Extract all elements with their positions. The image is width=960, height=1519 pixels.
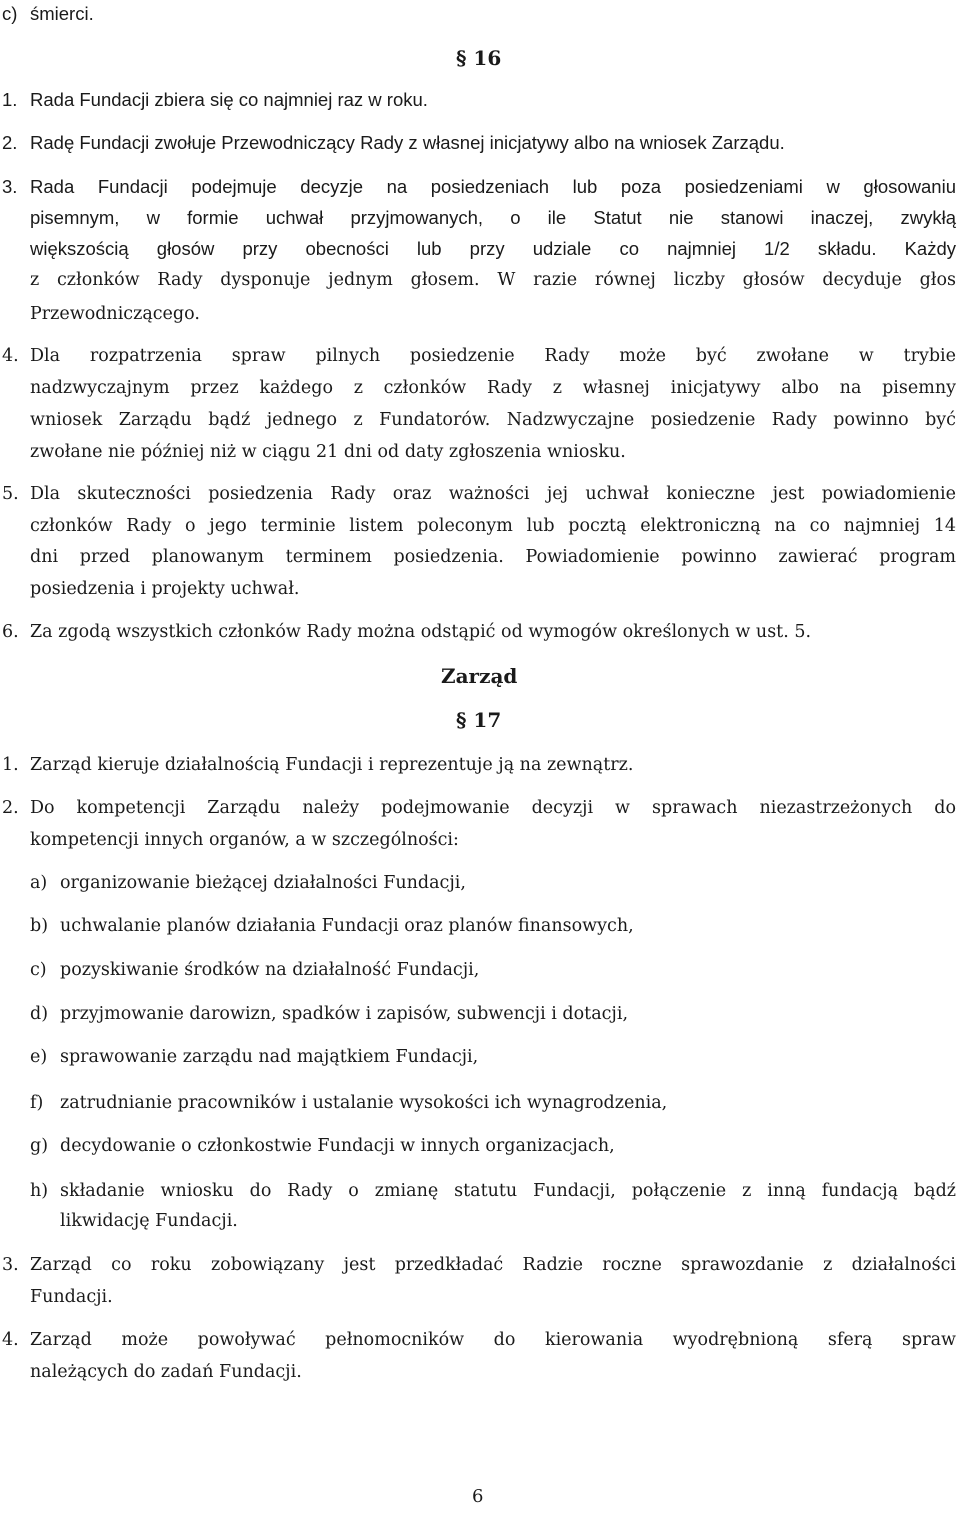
item-text-line: należących do zadań Fundacji.	[30, 1362, 302, 1382]
item-text-line: Dla rozpatrzenia spraw pilnych posiedzenie Rady może być zwołane w trybie	[30, 346, 956, 366]
item-text-line: nadzwyczajnym przez każdego z członków Rady z własnej inicjatywy albo na pisemny	[30, 378, 956, 398]
item-text: Rada Fundacji zbiera się co najmniej raz w roku.	[30, 89, 428, 110]
letter-marker: f)	[30, 1093, 44, 1113]
item-number: 2.	[2, 132, 18, 153]
item-number: 4.	[2, 1330, 19, 1350]
letter-item-text: przyjmowanie darowizn, spadków i zapisów, subwencji i dotacji,	[60, 1004, 629, 1024]
item-text-line: wniosek Zarządu bądź jednego z Fundatorów. Nadzwyczajne posiedzenie Rady powinno być	[30, 410, 956, 430]
item-text-line: pisemnym, w formie uchwał przyjmowanych, o ile Statut nie stanowi inaczej, zwykłą	[30, 207, 956, 228]
chapter-heading: Zarząd	[441, 664, 518, 688]
item-text-line: Zarząd może powoływać pełnomocników do kierowania wyodrębnioną sferą spraw	[30, 1330, 956, 1350]
item-number: 2.	[2, 798, 19, 818]
letter-item-text: decydowanie o członkostwie Fundacji w innych organizacjach,	[60, 1136, 615, 1156]
item-text-line: zwołane nie później niż w ciągu 21 dni od daty zgłoszenia wniosku.	[30, 442, 626, 462]
list-item-text: śmierci.	[30, 3, 94, 24]
letter-marker: g)	[30, 1136, 49, 1156]
item-text: Zarząd kieruje działalnością Fundacji i reprezentuje ją na zewnątrz.	[30, 755, 634, 775]
item-text-line: Do kompetencji Zarządu należy podejmowanie decyzji w sprawach niezastrzeżonych do	[30, 798, 956, 818]
letter-marker: h)	[30, 1181, 49, 1201]
item-number: 1.	[2, 89, 18, 110]
item-text-line: Fundacji.	[30, 1287, 113, 1307]
item-text: Za zgodą wszystkich członków Rady można odstąpić od wymogów określonych w ust. 5.	[30, 622, 812, 642]
item-number: 5.	[2, 484, 19, 504]
letter-item-text-line: likwidację Fundacji.	[60, 1211, 238, 1231]
item-number: 1.	[2, 755, 19, 775]
item-number: 3.	[2, 176, 18, 197]
item-number: 6.	[2, 622, 19, 642]
list-marker: c)	[2, 3, 18, 24]
item-number: 3.	[2, 1255, 19, 1275]
item-text-line: kompetencji innych organów, a w szczególności:	[30, 830, 459, 850]
letter-item-text: organizowanie bieżącej działalności Fundacji,	[60, 873, 466, 893]
item-text-line: posiedzenia i projekty uchwał.	[30, 579, 300, 599]
letter-marker: c)	[30, 960, 47, 980]
page-number: 6	[472, 1486, 484, 1507]
letter-item-text: zatrudnianie pracowników i ustalanie wysokości ich wynagrodzenia,	[60, 1093, 668, 1113]
item-text-line: większością głosów przy obecności lub przy udziale co najmniej 1/2 składu. Każdy	[30, 238, 956, 259]
item-text-line: Dla skuteczności posiedzenia Rady oraz ważności jej uchwał konieczne jest powiadomienie	[30, 484, 956, 504]
item-text-line: Zarząd co roku zobowiązany jest przedkładać Radzie roczne sprawozdanie z działalności	[30, 1255, 956, 1275]
item-text-line: z członków Rady dysponuje jednym głosem. W razie równej liczby głosów decyduje głos	[30, 270, 956, 290]
letter-marker: a)	[30, 873, 48, 893]
letter-marker: e)	[30, 1047, 48, 1067]
item-number: 4.	[2, 346, 19, 366]
item-text-line: Rada Fundacji podejmuje decyzje na posiedzeniach lub poza posiedzeniami w głosowaniu	[30, 176, 956, 197]
section-heading-17: § 17	[456, 708, 502, 732]
letter-item-text: uchwalanie planów działania Fundacji oraz planów finansowych,	[60, 916, 634, 936]
item-text-line: Przewodniczącego.	[30, 304, 200, 324]
letter-marker: b)	[30, 916, 49, 936]
section-heading-16: § 16	[456, 46, 502, 70]
letter-item-text-line: składanie wniosku do Rady o zmianę statutu Fundacji, połączenie z inną fundacją bądź	[60, 1181, 956, 1201]
letter-item-text: pozyskiwanie środków na działalność Fundacji,	[60, 960, 480, 980]
letter-item-text: sprawowanie zarządu nad majątkiem Fundacji,	[60, 1047, 479, 1067]
item-text-line: członków Rady o jego terminie listem poleconym lub pocztą elektroniczną na co najmniej 14	[30, 516, 956, 536]
item-text: Radę Fundacji zwołuje Przewodniczący Rady z własnej inicjatywy albo na wniosek Zarządu.	[30, 132, 785, 153]
item-text-line: dni przed planowanym terminem posiedzenia. Powiadomienie powinno zawierać program	[30, 547, 956, 567]
letter-marker: d)	[30, 1004, 49, 1024]
